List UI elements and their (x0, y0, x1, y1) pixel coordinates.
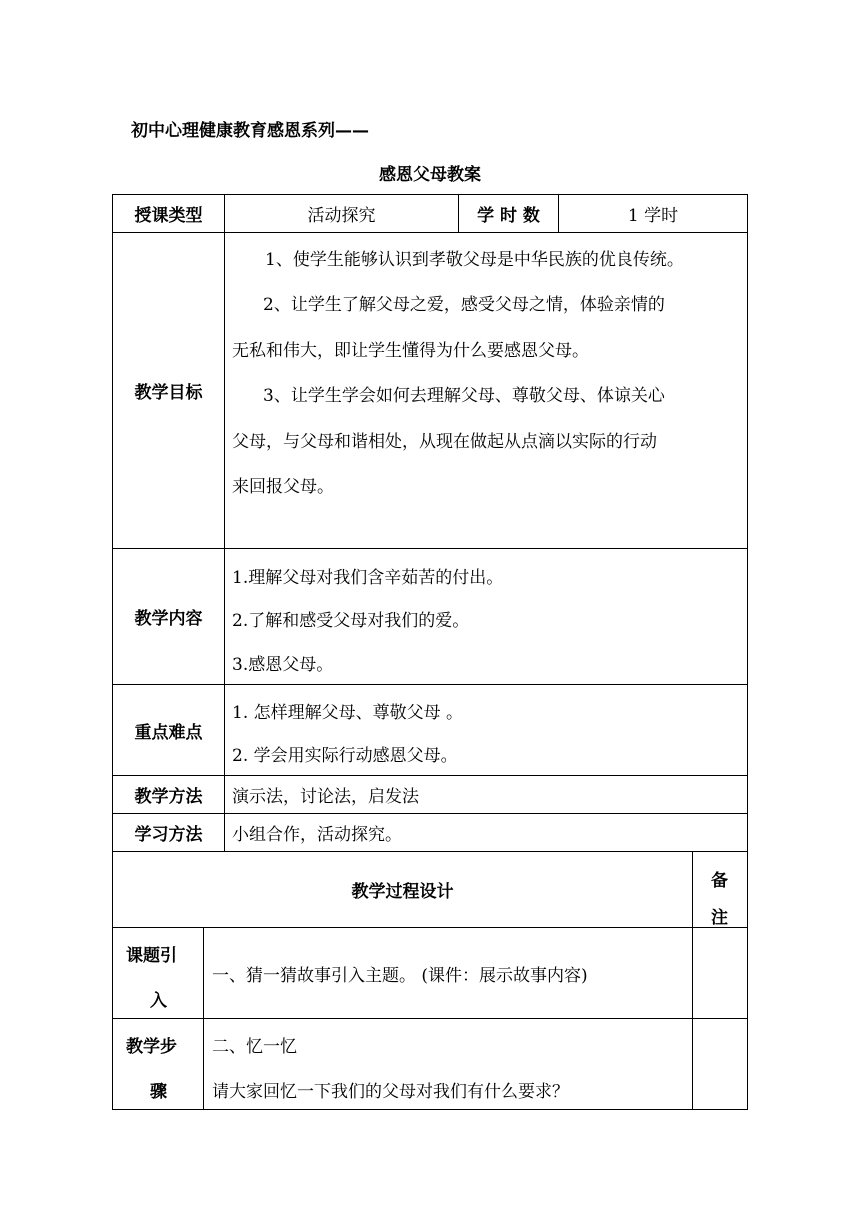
intro-label-line2: 入 (150, 991, 167, 1011)
teaching-method-value: 演示法，讨论法，启发法 (232, 787, 419, 807)
course-type-value: 活动探究 (307, 206, 376, 226)
teaching-method-label: 教学方法 (134, 787, 203, 807)
key-point-line: 1. 怎样理解父母、尊敬父母 。 (232, 703, 464, 723)
goal-line: 3、让学生学会如何去理解父母、尊敬父母、体谅关心 (263, 386, 665, 406)
steps-line: 二、忆一忆 (212, 1037, 297, 1057)
learning-method-value: 小组合作，活动探究。 (232, 825, 402, 845)
goal-line: 1、使学生能够认识到孝敬父母是中华民族的优良传统。 (265, 250, 684, 270)
goal-line: 无私和伟大，即让学生懂得为什么要感恩父母。 (232, 341, 589, 361)
course-type-label: 授课类型 (134, 206, 203, 226)
content-line: 3.感恩父母。 (232, 655, 334, 675)
remark-header-line1: 备 (711, 871, 728, 891)
remark-header-line2: 注 (711, 908, 728, 928)
hours-label: 学 时 数 (477, 206, 540, 226)
table-rule (747, 194, 748, 1110)
steps-label-line2: 骤 (150, 1082, 167, 1102)
teaching-content-label: 教学内容 (134, 609, 203, 629)
table-rule (692, 851, 693, 1110)
teaching-goals-label: 教学目标 (134, 383, 203, 403)
goal-line: 2、让学生了解父母之爱，感受父母之情，体验亲情的 (263, 295, 665, 315)
intro-label-line1: 课题引 (126, 946, 177, 966)
goal-line: 父母，与父母和谐相处，从现在做起从点滴以实际的行动 (232, 432, 657, 452)
process-design-header: 教学过程设计 (351, 882, 454, 902)
content-line: 1.理解父母对我们含辛茹苦的付出。 (232, 568, 504, 588)
table-rule (224, 194, 225, 851)
goal-line: 来回报父母。 (232, 477, 334, 497)
content-line: 2.了解和感受父母对我们的爱。 (232, 611, 470, 631)
table-rule (203, 927, 204, 1110)
intro-text: 一、猜一猜故事引入主题。 (课件：展示故事内容) (212, 965, 588, 986)
table-rule (112, 1018, 748, 1019)
steps-line: 请大家回忆一下我们的父母对我们有什么要求？ (212, 1082, 569, 1102)
document-title-line2: 感恩父母教案 (379, 165, 481, 185)
table-rule (112, 1109, 748, 1110)
document-title-line1: 初中心理健康教育感恩系列—— (131, 121, 369, 141)
key-points-label: 重点难点 (134, 722, 203, 743)
learning-method-label: 学习方法 (134, 825, 203, 845)
steps-label-line1: 教学步 (126, 1037, 177, 1057)
hours-value: 1 学时 (627, 206, 679, 226)
key-point-line: 2. 学会用实际行动感恩父母。 (232, 746, 458, 766)
